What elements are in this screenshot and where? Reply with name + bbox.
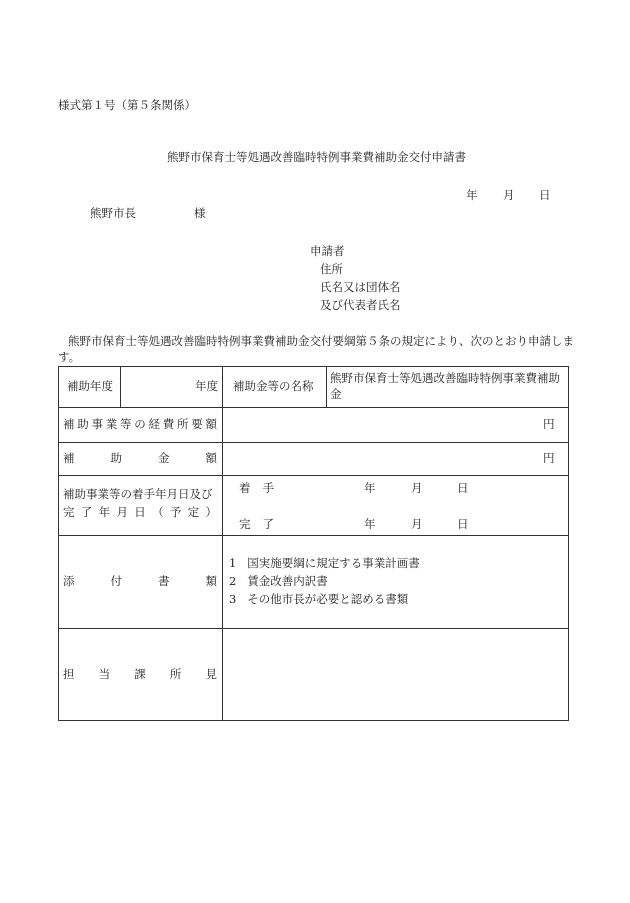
applicant-representative-label: 及び代表者氏名 bbox=[320, 298, 401, 312]
table-divider bbox=[120, 367, 121, 407]
table-divider bbox=[59, 535, 568, 536]
start-label: 着手 bbox=[239, 481, 286, 495]
expense-unit: 円 bbox=[543, 417, 555, 431]
table-divider bbox=[326, 367, 327, 407]
end-year-label: 年 bbox=[364, 517, 376, 531]
attachment-number: 3 bbox=[229, 592, 237, 606]
form-number: 様式第１号（第５条関係） bbox=[58, 98, 196, 112]
fiscal-year-label: 補助年度 bbox=[67, 379, 113, 393]
table-divider bbox=[222, 367, 223, 720]
opinion-label: 担 当 課 所 見 bbox=[63, 667, 217, 681]
end-month-label: 月 bbox=[411, 517, 423, 531]
period-label-line-1: 補助事業等の着手年月日及び bbox=[63, 487, 213, 501]
period-label-line-2: 完 了 年 月 日 （ 予 定 ） bbox=[63, 505, 217, 519]
attachment-number: 1 bbox=[229, 556, 237, 570]
fiscal-year-unit: 年度 bbox=[195, 379, 218, 393]
form-title: 熊野市保育士等処遇改善臨時特例事業費補助金交付申請書 bbox=[167, 150, 466, 164]
attachment-item bbox=[229, 574, 328, 590]
attachment-item bbox=[229, 556, 420, 572]
applicant-label: 申請者 bbox=[310, 244, 345, 258]
attachment-number: 2 bbox=[229, 574, 237, 588]
addressee-honorific: 様 bbox=[194, 206, 206, 220]
attachments-label: 添 付 書 類 bbox=[63, 574, 217, 588]
start-day-label: 日 bbox=[457, 481, 469, 495]
table-divider bbox=[59, 442, 568, 443]
table-divider bbox=[59, 407, 568, 408]
applicant-address-label: 住所 bbox=[320, 262, 343, 276]
body-text-line-2: す。 bbox=[58, 350, 81, 364]
expense-label: 補 助 事 業 等 の 経 費 所 要 額 bbox=[63, 417, 217, 431]
attachment-item bbox=[229, 592, 408, 608]
table-divider bbox=[59, 628, 568, 629]
attachment-text: その他市長が必要と認める書類 bbox=[247, 592, 409, 606]
application-table bbox=[58, 366, 569, 721]
program-name-label: 補助金等の名称 bbox=[233, 379, 314, 393]
start-year-label: 年 bbox=[364, 481, 376, 495]
amount-label: 補 助 金 額 bbox=[63, 451, 217, 465]
date-day-label: 日 bbox=[539, 188, 551, 202]
applicant-name-label: 氏名又は団体名 bbox=[320, 280, 401, 294]
body-text-line-1: 熊野市保育士等処遇改善臨時特例事業費補助金交付要綱第５条の規定により、次のとおり申請しま bbox=[68, 334, 574, 348]
start-month-label: 月 bbox=[411, 481, 423, 495]
program-name-line-2: 金 bbox=[330, 387, 342, 401]
end-label: 完了 bbox=[239, 517, 286, 531]
program-name-line-1: 熊野市保育士等処遇改善臨時特例事業費補助 bbox=[330, 371, 560, 385]
table-divider bbox=[59, 475, 568, 476]
addressee-name: 熊野市長 bbox=[90, 206, 136, 220]
amount-unit: 円 bbox=[543, 451, 555, 465]
attachment-text: 国実施要綱に規定する事業計画書 bbox=[247, 556, 420, 570]
date-month-label: 月 bbox=[503, 188, 515, 202]
date-year-label: 年 bbox=[466, 188, 478, 202]
attachment-text: 賃金改善内訳書 bbox=[247, 574, 328, 588]
end-day-label: 日 bbox=[457, 517, 469, 531]
